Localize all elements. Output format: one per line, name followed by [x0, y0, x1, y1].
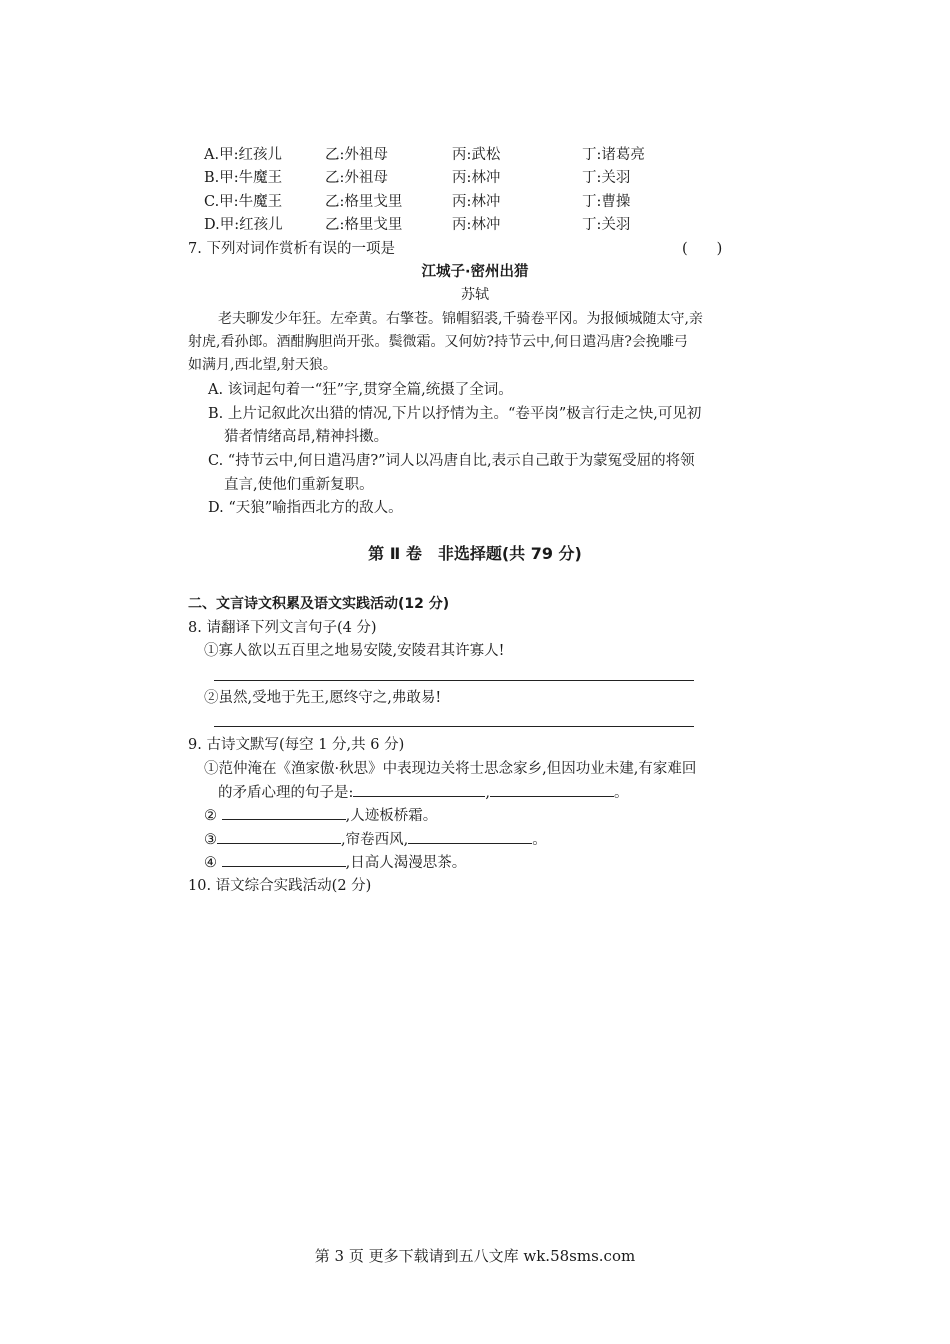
q7-answer-bracket[interactable]: ( ) [682, 241, 723, 257]
option-c-jia: C.甲:牛魔王 [204, 194, 283, 210]
page-footer: 第 3 页 更多下载请到五八文库 wk.58sms.com [314, 1247, 636, 1265]
q9-comma: , [485, 785, 490, 801]
q9-item3-number: ③ [204, 832, 217, 848]
q9-item3-period: 。 [532, 832, 547, 848]
option-b-ding: 丁:关羽 [582, 170, 631, 186]
q7-choice-c-cont: 直言,使他们重新复职。 [224, 477, 374, 493]
q9-blank-6[interactable] [222, 852, 346, 867]
option-d-ding: 丁:关羽 [582, 217, 631, 233]
q8-sentence-1: ①寡人欲以五百里之地易安陵,安陵君其许寡人! [204, 643, 505, 659]
q8-stem: 8. 请翻译下列文言句子(4 分) [188, 620, 377, 636]
poem-title: 江城子·密州出猎 [421, 264, 529, 280]
poem-line-1: 老夫聊发少年狂。左牵黄。右擎苍。锦帽貂裘,千骑卷平冈。为报倾城随太守,亲 [218, 311, 703, 327]
option-d-jia: D.甲:红孩儿 [204, 217, 283, 233]
q9-item4-text: ,日高人渴漫思茶。 [345, 855, 467, 871]
poem-line-3: 如满月,西北望,射天狼。 [188, 357, 337, 373]
q9-blank-4[interactable] [217, 829, 341, 844]
q9-stem: 9. 古诗文默写(每空 1 分,共 6 分) [188, 737, 405, 753]
q8-answer-line-2[interactable] [214, 726, 694, 727]
option-c-bing: 丙:林冲 [452, 194, 501, 210]
section2-title: 二、文言诗文积累及语文实践活动(12 分) [188, 596, 450, 612]
q7-choice-a: A. 该词起句着一“狂”字,贯穿全篇,统摄了全词。 [208, 382, 513, 398]
q8-sentence-2: ②虽然,受地于先王,愿终守之,弗敢易! [204, 690, 442, 706]
poem-author: 苏轼 [461, 287, 489, 303]
q8-answer-line-1[interactable] [214, 680, 694, 681]
poem-line-2: 射虎,看孙郎。酒酣胸胆尚开张。鬓微霜。又何妨?持节云中,何日遣冯唐?会挽雕弓 [188, 334, 688, 350]
option-b-yi: 乙:外祖母 [325, 170, 388, 186]
q7-choice-b-cont: 猎者情绪高昂,精神抖擞。 [224, 429, 389, 445]
option-d-yi: 乙:格里戈里 [325, 217, 403, 233]
q9-item3-text: ,帘卷西风, [341, 832, 409, 848]
q7-choice-d: D. “天狼”喻指西北方的敌人。 [208, 500, 403, 516]
q10-stem: 10. 语文综合实践活动(2 分) [188, 878, 372, 894]
option-d-bing: 丙:林冲 [452, 217, 501, 233]
q7-stem: 7. 下列对词作赏析有误的一项是 [188, 241, 395, 257]
option-b-bing: 丙:林冲 [452, 170, 501, 186]
q9-period: 。 [614, 785, 629, 801]
option-a-yi: 乙:外祖母 [325, 147, 388, 163]
part2-title: 第 Ⅱ 卷 非选择题(共 79 分) [368, 544, 582, 563]
q9-blank-5[interactable] [408, 829, 532, 844]
q9-item2 [204, 805, 437, 826]
q9-blank-3[interactable] [222, 805, 346, 820]
q9-blank-1[interactable] [353, 782, 485, 797]
q9-item2-text: ,人迹板桥霜。 [345, 808, 438, 824]
q9-item2-number: ② [204, 808, 217, 824]
q7-choice-c: C. “持节云中,何日遣冯唐?”词人以冯唐自比,表示自己敢于为蒙冤受屈的将领 [208, 453, 695, 469]
q9-item4 [204, 852, 466, 873]
option-b-jia: B.甲:牛魔王 [204, 170, 283, 186]
option-c-ding: 丁:曹操 [582, 194, 631, 210]
q9-item1-line1: ①范仲淹在《渔家傲·秋思》中表现边关将士思念家乡,但因功业未建,有家难回 [204, 761, 697, 777]
q9-item3 [204, 829, 547, 850]
option-a-ding: 丁:诸葛亮 [582, 147, 645, 163]
q9-blank-2[interactable] [490, 782, 614, 797]
option-a-jia: A.甲:红孩儿 [204, 147, 282, 163]
q9-item1-line2 [218, 782, 629, 803]
q9-item4-number: ④ [204, 855, 217, 871]
q7-choice-b: B. 上片记叙此次出猎的情况,下片以抒情为主。“卷平岗”极言行走之快,可见初 [208, 406, 702, 422]
option-a-bing: 丙:武松 [452, 147, 501, 163]
option-c-yi: 乙:格里戈里 [325, 194, 403, 210]
q9-item1-prompt: 的矛盾心理的句子是: [218, 785, 354, 801]
